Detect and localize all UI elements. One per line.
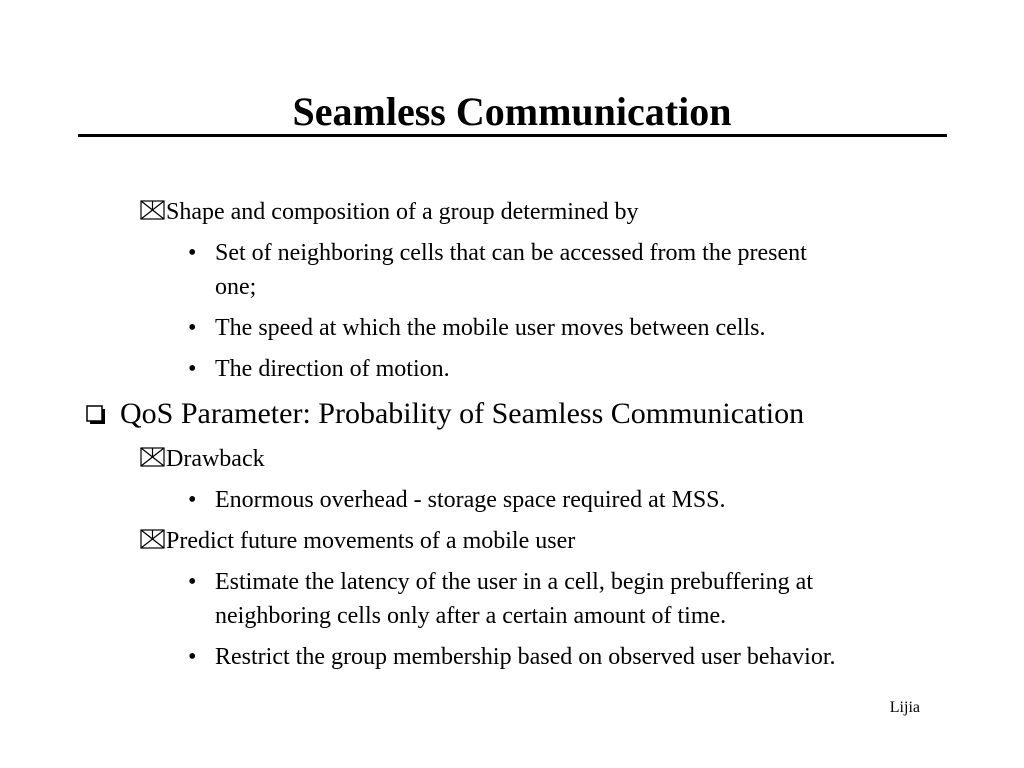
subpoint-text: Restrict the group membership based on observed user behavior. [215, 644, 836, 670]
title-underline [78, 134, 947, 137]
subpoint-text: one; [215, 274, 257, 300]
slide-title: Seamless Communication [292, 89, 732, 134]
bullet-icon: • [188, 487, 197, 513]
subpoint-text: Set of neighboring cells that can be accessed from the present [215, 240, 807, 266]
subpoint-text: The speed at which the mobile user moves between cells. [215, 315, 766, 341]
point-text: Predict future movements of a mobile user [166, 528, 576, 554]
subpoint-restrict-membership [188, 640, 836, 674]
subpoint-text: neighboring cells only after a certain amount of time. [215, 603, 727, 629]
bullet-icon: • [188, 356, 197, 382]
slide-footer: Lijia [889, 699, 920, 716]
point-text: QoS Parameter: Probability of Seamless Communication [120, 397, 805, 430]
subpoint-neighboring-cells-cont [215, 270, 256, 304]
point-text: Shape and composition of a group determined by [166, 199, 639, 225]
subpoint-text: Estimate the latency of the user in a cell, begin prebuffering at [215, 569, 813, 595]
subpoint-text: The direction of motion. [215, 356, 450, 382]
point-drawback [140, 442, 265, 476]
subpoint-speed [188, 311, 766, 345]
bullet-icon: • [188, 315, 197, 341]
shadowed-square-icon [86, 405, 106, 425]
subpoint-estimate-latency [188, 565, 813, 599]
point-predict-movements [140, 524, 575, 558]
subpoint-text: Enormous overhead - storage space required at MSS. [215, 487, 726, 513]
envelope-star-icon [140, 528, 166, 550]
subpoint-direction [188, 352, 450, 386]
point-shape-composition [140, 195, 639, 229]
subpoint-neighboring-cells [188, 236, 807, 270]
point-qos-parameter [86, 394, 804, 434]
bullet-icon: • [188, 644, 197, 670]
envelope-star-icon [140, 446, 166, 468]
point-text: Drawback [166, 446, 265, 472]
subpoint-estimate-latency-cont [215, 599, 726, 633]
bullet-icon: • [188, 240, 197, 266]
subpoint-overhead [188, 483, 726, 517]
bullet-icon: • [188, 569, 197, 595]
envelope-star-icon [140, 199, 166, 221]
